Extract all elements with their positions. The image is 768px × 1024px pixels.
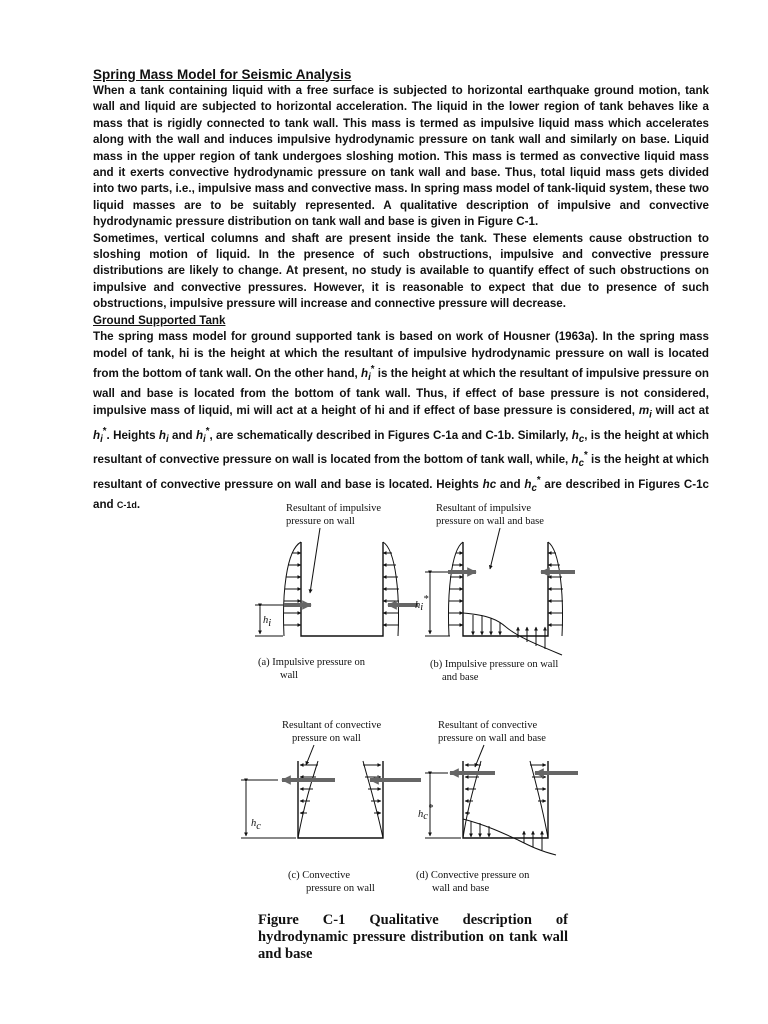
panel-a-pointer-arrow [310,528,320,593]
panel-c-label-line1: Resultant of convective [282,720,382,731]
section-title: Ground Supported Tank [93,313,226,327]
panel-c-pointer-arrow [306,745,314,765]
panel-c-dim-label: hc [251,818,261,832]
panel-a-caption-line1: (a) Impulsive pressure on [258,657,366,668]
document-text [93,66,709,514]
panel-c-label-line2: pressure on wall [292,733,361,744]
panel-d-caption-line1: (d) Convective pressure on [416,870,530,881]
panel-b-caption-line2: and base [442,672,479,683]
paragraph-ground-tank: The spring mass model for ground supported tank is based on work of Housner (1963a). In the spring mass model of tank, hi is the height at which the resultant of impulsive hydrodynamic pressure on wall is located from the bottom of tank wall. On the other hand, $h_i^*$ is the height at which the resultant of impulsive pressure on wall and base is located from the bottom of tank wall. Thus, if effect of base pressure is not considered, impulsive mass of liquid, mi will act at a height of hi and if effect of base pressure is considered, $m_i$ will act at $h_i^*$. Heights $h_i$ and $h_i^*$, are schematically described in Figures C-1a and C-1b. Similarly, $h_c$, is the height at which resultant of convective pressure on wall is located from the bottom of tank wall, while, $h_c^*$ is the height at which resultant of convective pressure on wall and base is located. Heights hc and $h_c^*$ are described in Figures C-1c and C-1d. [93,330,710,512]
panel-c [241,720,421,894]
figure-c1 [238,495,578,894]
paragraph-obstructions: Sometimes, vertical columns and shaft are present inside the tank. These elements cause obstruction to sloshing motion of liquid. In the presence of such obstructions, impulsive and convective pressure distributions are likely to change. At present, no study is available to quantify effect of such obstructions on impulsive and convective pressures. However, it is reasonable to expect that due to presence of such obstructions, impulsive pressure will increase and connective pressure will decrease. [93,231,709,311]
panel-c-tank-outline [298,761,383,838]
panel-c-caption-line1: (c) Convective [288,870,351,881]
panel-a-caption-line2: wall [280,670,299,681]
panel-b-base-pressure-curve [463,613,562,655]
panel-b-pressure-arrows [449,553,563,649]
panel-d-pressure-arrows [465,765,546,850]
panel-b-pointer-arrow [490,528,500,569]
panel-d [416,720,578,894]
figure-caption: Figure C-1 Qualitative description of hydrodynamic pressure distribution on tank wall and base [258,912,568,962]
panel-a-label-line1: Resultant of impulsive [286,503,382,514]
panel-b-dim-label: hi* [415,594,429,613]
panel-b-label-line1: Resultant of impulsive [436,503,532,514]
panel-d-pointer-arrow [475,745,484,767]
panel-d-label-line1: Resultant of convective [438,720,538,731]
panel-a-label-line2: pressure on wall [286,516,355,527]
panel-c-caption-line2: pressure on wall [306,883,375,894]
panel-c-right-pressure-curve [363,761,383,838]
figure-c1-diagram [238,495,578,894]
panel-a [255,503,418,681]
panel-a-tank-outline [301,542,383,636]
panel-b [415,503,575,683]
panel-c-pressure-arrows [300,765,381,813]
panel-b-caption-line1: (b) Impulsive pressure on wall [430,659,559,670]
panel-d-dim-label: hc* [418,803,434,822]
panel-b-label-line2: pressure on wall and base [436,516,544,527]
panel-c-left-pressure-curve [298,761,318,838]
panel-b-tank-outline [463,542,548,636]
paragraph-intro: When a tank containing liquid with a free surface is subjected to horizontal earthquake ground motion, tank wall and liquid are subjected to horizontal acceleration. The liquid in the lower region of tank behaves like a mass that is rigidly connected to tank wall. This mass is termed as impulsive liquid mass which accelerates along with the wall and induces impulsive hydrodynamic pressure on tank wall and similarly on base. Liquid mass in the upper region of tank undergoes sloshing motion. This mass is termed as convective liquid mass and it exerts convective hydrodynamic pressure on tank wall and base. Thus, total liquid mass gets divided into two parts, i.e., impulsive mass and convective mass. In spring mass model of tank-liquid system, these two liquid masses are to be suitably represented. A qualitative description of impulsive and convective hydrodynamic pressure distribution on tank wall and base is given in Figure C-1. [93,84,709,229]
page-title: Spring Mass Model for Seismic Analysis [93,67,352,82]
panel-a-dim-label: hi [263,615,272,629]
panel-d-caption-line2: wall and base [432,883,490,894]
panel-d-label-line2: pressure on wall and base [438,733,546,744]
